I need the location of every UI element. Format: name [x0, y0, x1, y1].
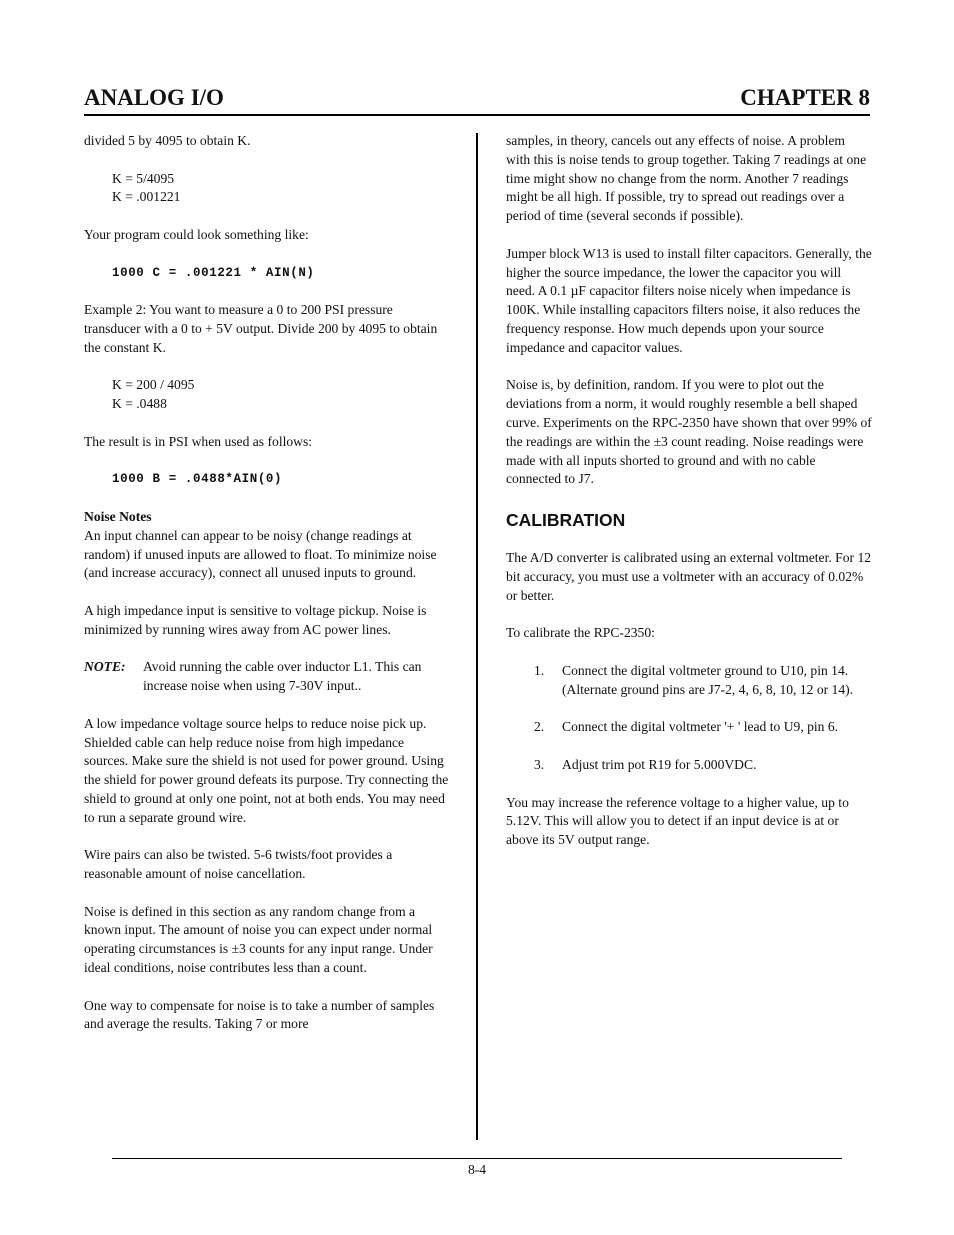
step-text: Connect the digital voltmeter ground to U10, pin 14. (Alternate ground pins are J7-2, 4, 6, 8, 10, 12 or 14).	[562, 662, 854, 697]
paragraph: The A/D converter is calibrated using an external voltmeter. For 12 bit accuracy, you must use a voltmeter with an accuracy of 0.02% or better.	[506, 550, 872, 603]
note-block	[84, 658, 450, 696]
paragraph: Noise is, by definition, random. If you were to plot out the deviations from a norm, it would roughly resemble a bell shaped curve. Experiments on the RPC-2350 have shown that over 99% of the readings are within the ±3 count reading. Noise readings were made with all inputs shorted to ground and with no cable connected to J7.	[506, 377, 872, 487]
paragraph: The result is in PSI when used as follows:	[84, 433, 313, 449]
right-column	[506, 132, 872, 850]
note-text: Avoid running the cable over inductor L1. This can increase noise when using 7-30V input..	[143, 659, 422, 694]
step-text: Adjust trim pot R19 for 5.000VDC.	[562, 756, 757, 772]
header-chapter-title: CHAPTER 8	[740, 85, 870, 110]
step-text: Connect the digital voltmeter '+ ' lead to U9, pin 6.	[562, 719, 839, 735]
paragraph: Jumper block W13 is used to install filter capacitors. Generally, the higher the source impedance, the lower the capacitor you will need. A 0.1 µF capacitor filters noise nicely when impedance is 100K. While installing capacitors filters noise, it also reduces the frequency response. How much depends upon your source impedance and capacitor values.	[506, 245, 872, 355]
paragraph: Wire pairs can also be twisted. 5-6 twists/foot provides a reasonable amount of noise cancellation.	[84, 847, 393, 882]
column-divider	[476, 133, 478, 1140]
step-number: 2.	[534, 719, 545, 735]
paragraph: A high impedance input is sensitive to voltage pickup. Noise is minimized by running wires away from AC power lines.	[84, 602, 427, 637]
header-section-title: ANALOG I/O	[84, 85, 224, 110]
code-line: 1000 C = .001221 * AIN(N)	[112, 265, 315, 280]
paragraph: An input channel can appear to be noisy (change readings at random) if unused inputs are allowed to float. To minimize noise (and increase accuracy), connect all unused inputs to ground.	[84, 527, 437, 581]
section-heading: CALIBRATION	[506, 510, 626, 531]
list-item	[506, 662, 872, 700]
paragraph: samples, in theory, cancels out any effects of noise. A problem with this is noise tends to group together. Taking 7 readings at one time might show no change from the norm. Another 7 readings might be all high. If possible, try to spread out readings over a period of time (several seconds if possible).	[506, 133, 867, 224]
paragraph: Your program could look something like:	[84, 226, 309, 242]
list-item	[506, 718, 872, 737]
note-label: NOTE:	[84, 659, 126, 675]
subsection-heading: Noise Notes	[84, 508, 152, 524]
page-header	[84, 84, 870, 116]
paragraph: One way to compensate for noise is to take a number of samples and average the results. Taking 7 or more	[84, 997, 435, 1032]
paragraph: Example 2: You want to measure a 0 to 200 PSI pressure transducer with a 0 to + 5V output. Divide 200 by 4095 to obtain the constant K.	[84, 302, 438, 355]
left-column	[84, 132, 450, 1034]
footer-rule	[112, 1158, 842, 1159]
equation-line: K = 200 / 4095	[112, 377, 195, 393]
paragraph: A low impedance voltage source helps to reduce noise pick up. Shielded cable can help reduce noise from high impedance sources. Make sure the shield is not used for power ground. Using the shield for power ground defeats its purpose. Try connecting the shield to ground at only one point, not at both ends. You may need to run a separate ground wire.	[84, 715, 449, 825]
paragraph: divided 5 by 4095 to obtain K.	[84, 133, 251, 148]
equation-line: K = 5/4095	[112, 170, 175, 186]
step-number: 3.	[534, 756, 545, 772]
list-item	[506, 756, 872, 775]
code-line: 1000 B = .0488*AIN(0)	[112, 472, 283, 487]
paragraph: You may increase the reference voltage to a higher value, up to 5.12V. This will allow you to detect if an input device is at or above its 5V output range.	[506, 794, 849, 848]
paragraph: To calibrate the RPC-2350:	[506, 625, 655, 641]
page-number: 8-4	[467, 1162, 487, 1177]
step-number: 1.	[534, 662, 545, 678]
equation-line: K = .001221	[112, 189, 181, 205]
paragraph: Noise is defined in this section as any random change from a known input. The amount of noise you can expect under normal operating circumstances is ±3 counts for any input range. Under ideal conditions, noise contributes less than a count.	[84, 903, 433, 976]
equation-line: K = .0488	[112, 396, 167, 412]
